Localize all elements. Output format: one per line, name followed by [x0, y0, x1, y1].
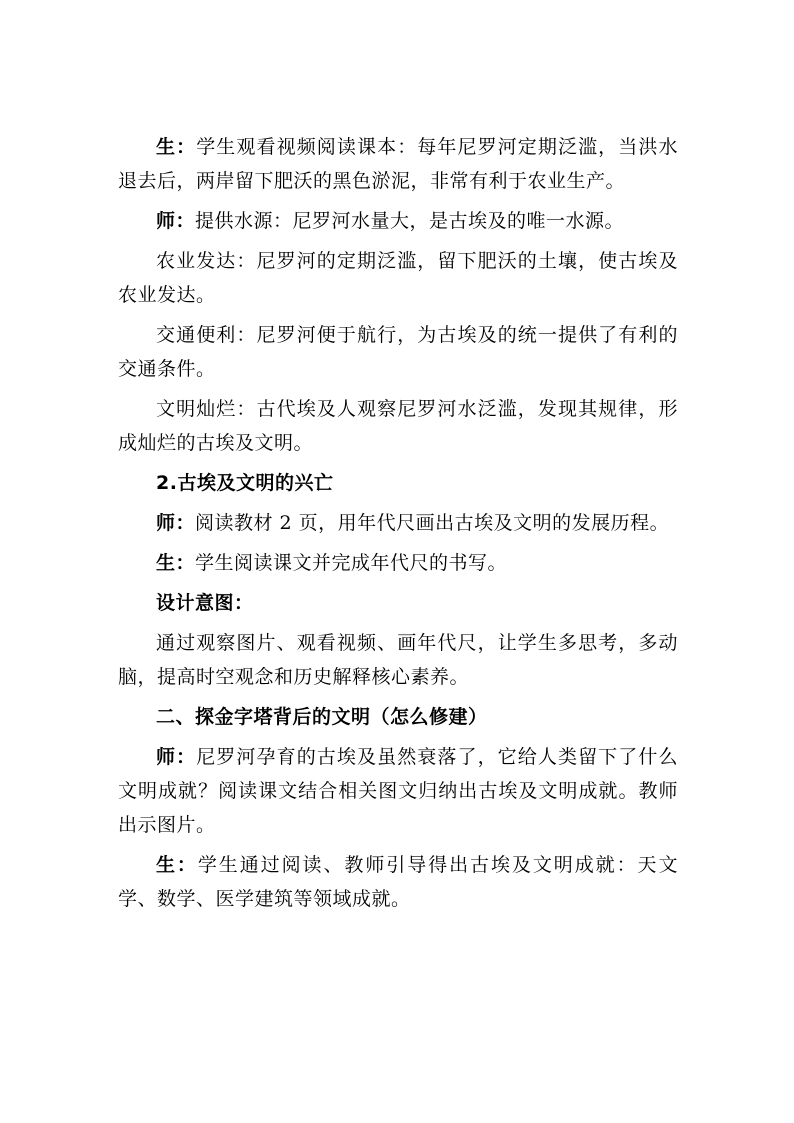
paragraph-text: 文明灿烂：古代埃及人观察尼罗河水泛滥，发现其规律，形成灿烂的古埃及文明。: [118, 398, 678, 454]
paragraph-teacher-1: [118, 204, 678, 238]
paragraph-agriculture: [118, 244, 678, 312]
section-heading-rise-fall: 2.古埃及文明的兴亡: [156, 472, 334, 494]
role-label: 师：: [156, 210, 196, 232]
paragraph-civilization: [118, 392, 678, 460]
role-label: 师：: [156, 746, 197, 768]
paragraph-text: 农业发达：尼罗河的定期泛滥，留下肥沃的土壤，使古埃及农业发达。: [118, 250, 678, 306]
paragraph-text: 学生通过阅读、教师引导得出古埃及文明成就：天文学、数学、医学建筑等领域成就。: [118, 854, 678, 910]
paragraph-text: 提供水源：尼罗河水量大，是古埃及的唯一水源。: [195, 210, 625, 232]
paragraph-text: 学生观看视频阅读课本：每年尼罗河定期泛滥，当洪水退去后，两岸留下肥沃的黑色淤泥，非常有利于农业生产。: [118, 136, 678, 192]
section-heading-pyramid: 二、探金字塔背后的文明（怎么修建）: [156, 706, 488, 728]
paragraph-teacher-3: [118, 740, 678, 842]
paragraph-design-intent: [118, 626, 678, 694]
role-label: 生：: [156, 136, 197, 158]
paragraph-transport: [118, 318, 678, 386]
document-page: [118, 130, 678, 922]
paragraph-student-2: [118, 546, 678, 580]
paragraph-student-3: [118, 848, 678, 916]
paragraph-text: 阅读教材 2 页，用年代尺画出古埃及文明的发展历程。: [195, 512, 670, 534]
paragraph-text: 通过观察图片、观看视频、画年代尺，让学生多思考，多动脑，提高时空观念和历史解释核心素养。: [118, 632, 678, 688]
section-heading-design-intent: 设计意图：: [156, 592, 254, 614]
paragraph-student-1: [118, 130, 678, 198]
paragraph-text: 学生阅读课文并完成年代尺的书写。: [195, 552, 508, 574]
role-label: 生：: [156, 552, 196, 574]
role-label: 生：: [156, 854, 198, 876]
paragraph-teacher-2: [118, 506, 678, 540]
paragraph-text: 交通便利：尼罗河便于航行，为古埃及的统一提供了有利的交通条件。: [118, 324, 678, 380]
role-label: 师：: [156, 512, 196, 534]
paragraph-text: 尼罗河孕育的古埃及虽然衰落了，它给人类留下了什么文明成就？阅读课文结合相关图文归纳出古埃及文明成就。教师出示图片。: [118, 746, 678, 836]
